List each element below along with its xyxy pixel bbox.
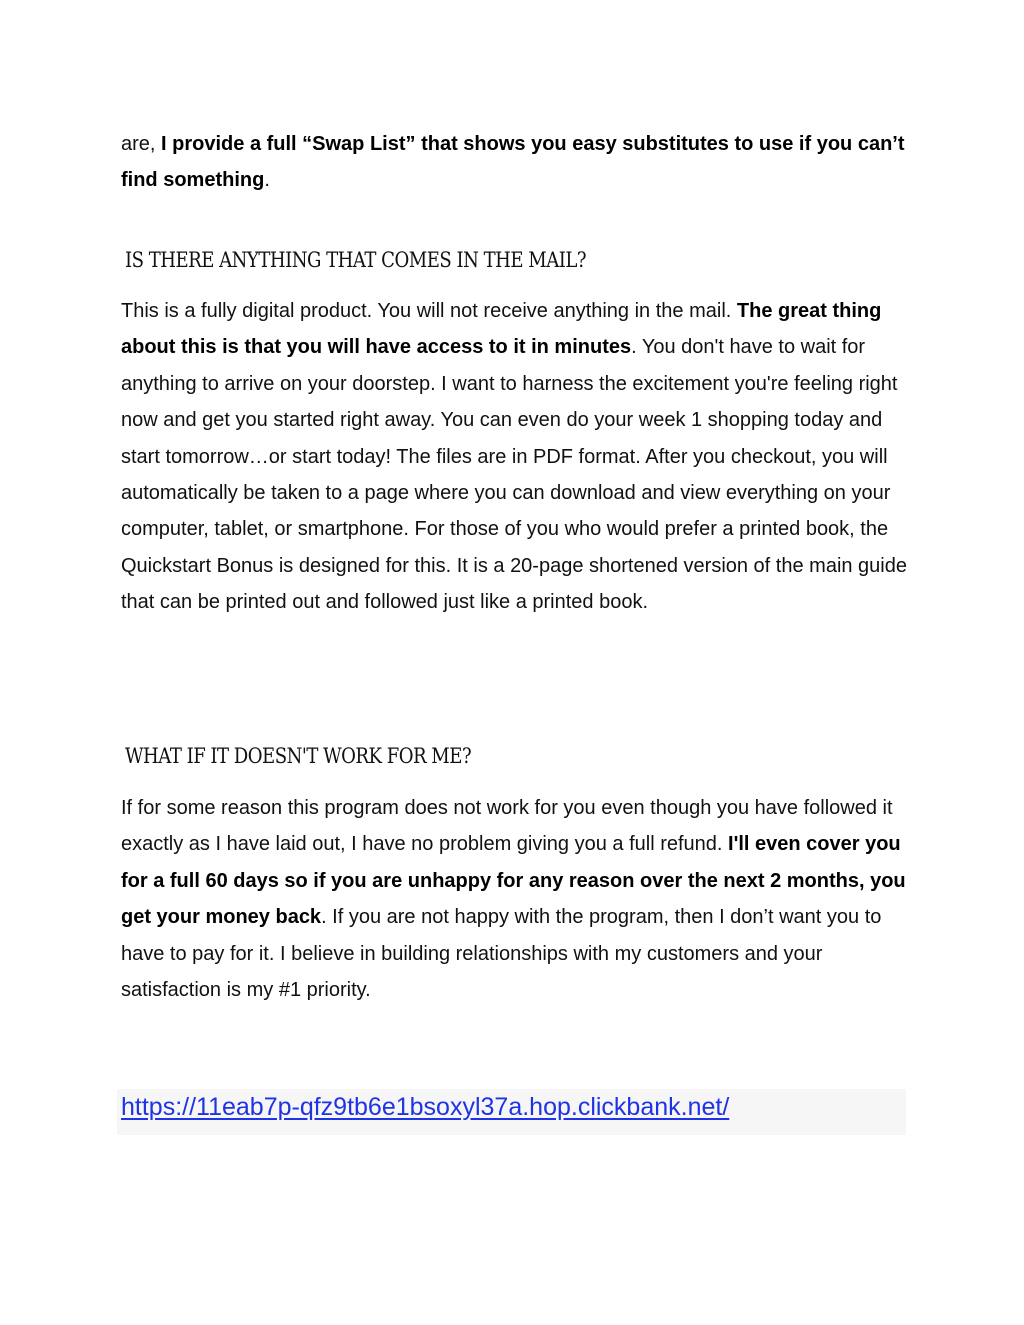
intro-text-2: . bbox=[264, 169, 270, 192]
intro-paragraph bbox=[121, 126, 911, 199]
refund-section-paragraph bbox=[121, 790, 911, 1008]
link-container bbox=[117, 1089, 906, 1135]
mail-section-heading: IS THERE ANYTHING THAT COMES IN THE MAIL? bbox=[125, 248, 587, 272]
refund-text-1: If for some reason this program does not work for you even though you have followed it exactly as I have laid out, I have no problem giving you a full refund. bbox=[121, 797, 893, 856]
mail-bold-text: The great thing about this is that you will have access to it in minutes bbox=[121, 300, 882, 359]
refund-section-heading: WHAT IF IT DOESN'T WORK FOR ME? bbox=[125, 744, 472, 768]
clickbank-link[interactable]: https://11eab7p-qfz9tb6e1bsoxyl37a.hop.clickbank.net/ bbox=[121, 1093, 730, 1121]
intro-bold-text: I provide a full “Swap List” that shows you easy substitutes to use if you can’t find something bbox=[121, 133, 905, 192]
mail-text-2: . You don't have to wait for anything to arrive on your doorstep. I want to harness the excitement you're feeling right now and get you started right away. You can even do your week 1 shopping today and start tomorrow…or start today! The files are in PDF format. After you checkout, you will automatically be taken to a page where you can download and view everything on your computer, tablet, or smartphone. For those of you who would prefer a printed book, the Quickstart Bonus is designed for this. It is a 20-page shortened version of the main guide that can be printed out and followed just like a printed book. bbox=[121, 336, 907, 614]
intro-text-1: are, bbox=[121, 133, 162, 155]
mail-section-paragraph bbox=[121, 293, 911, 621]
mail-text-1: This is a fully digital product. You will not receive anything in the mail. bbox=[121, 300, 737, 322]
refund-text-2: . If you are not happy with the program, then I don’t want you to have to pay for it. I believe in building relationships with my customers and your satisfaction is my #1 priority. bbox=[121, 906, 882, 1002]
refund-bold-text: I'll even cover you for a full 60 days so if you are unhappy for any reason over the next 2 months, you get your money back bbox=[121, 833, 906, 929]
